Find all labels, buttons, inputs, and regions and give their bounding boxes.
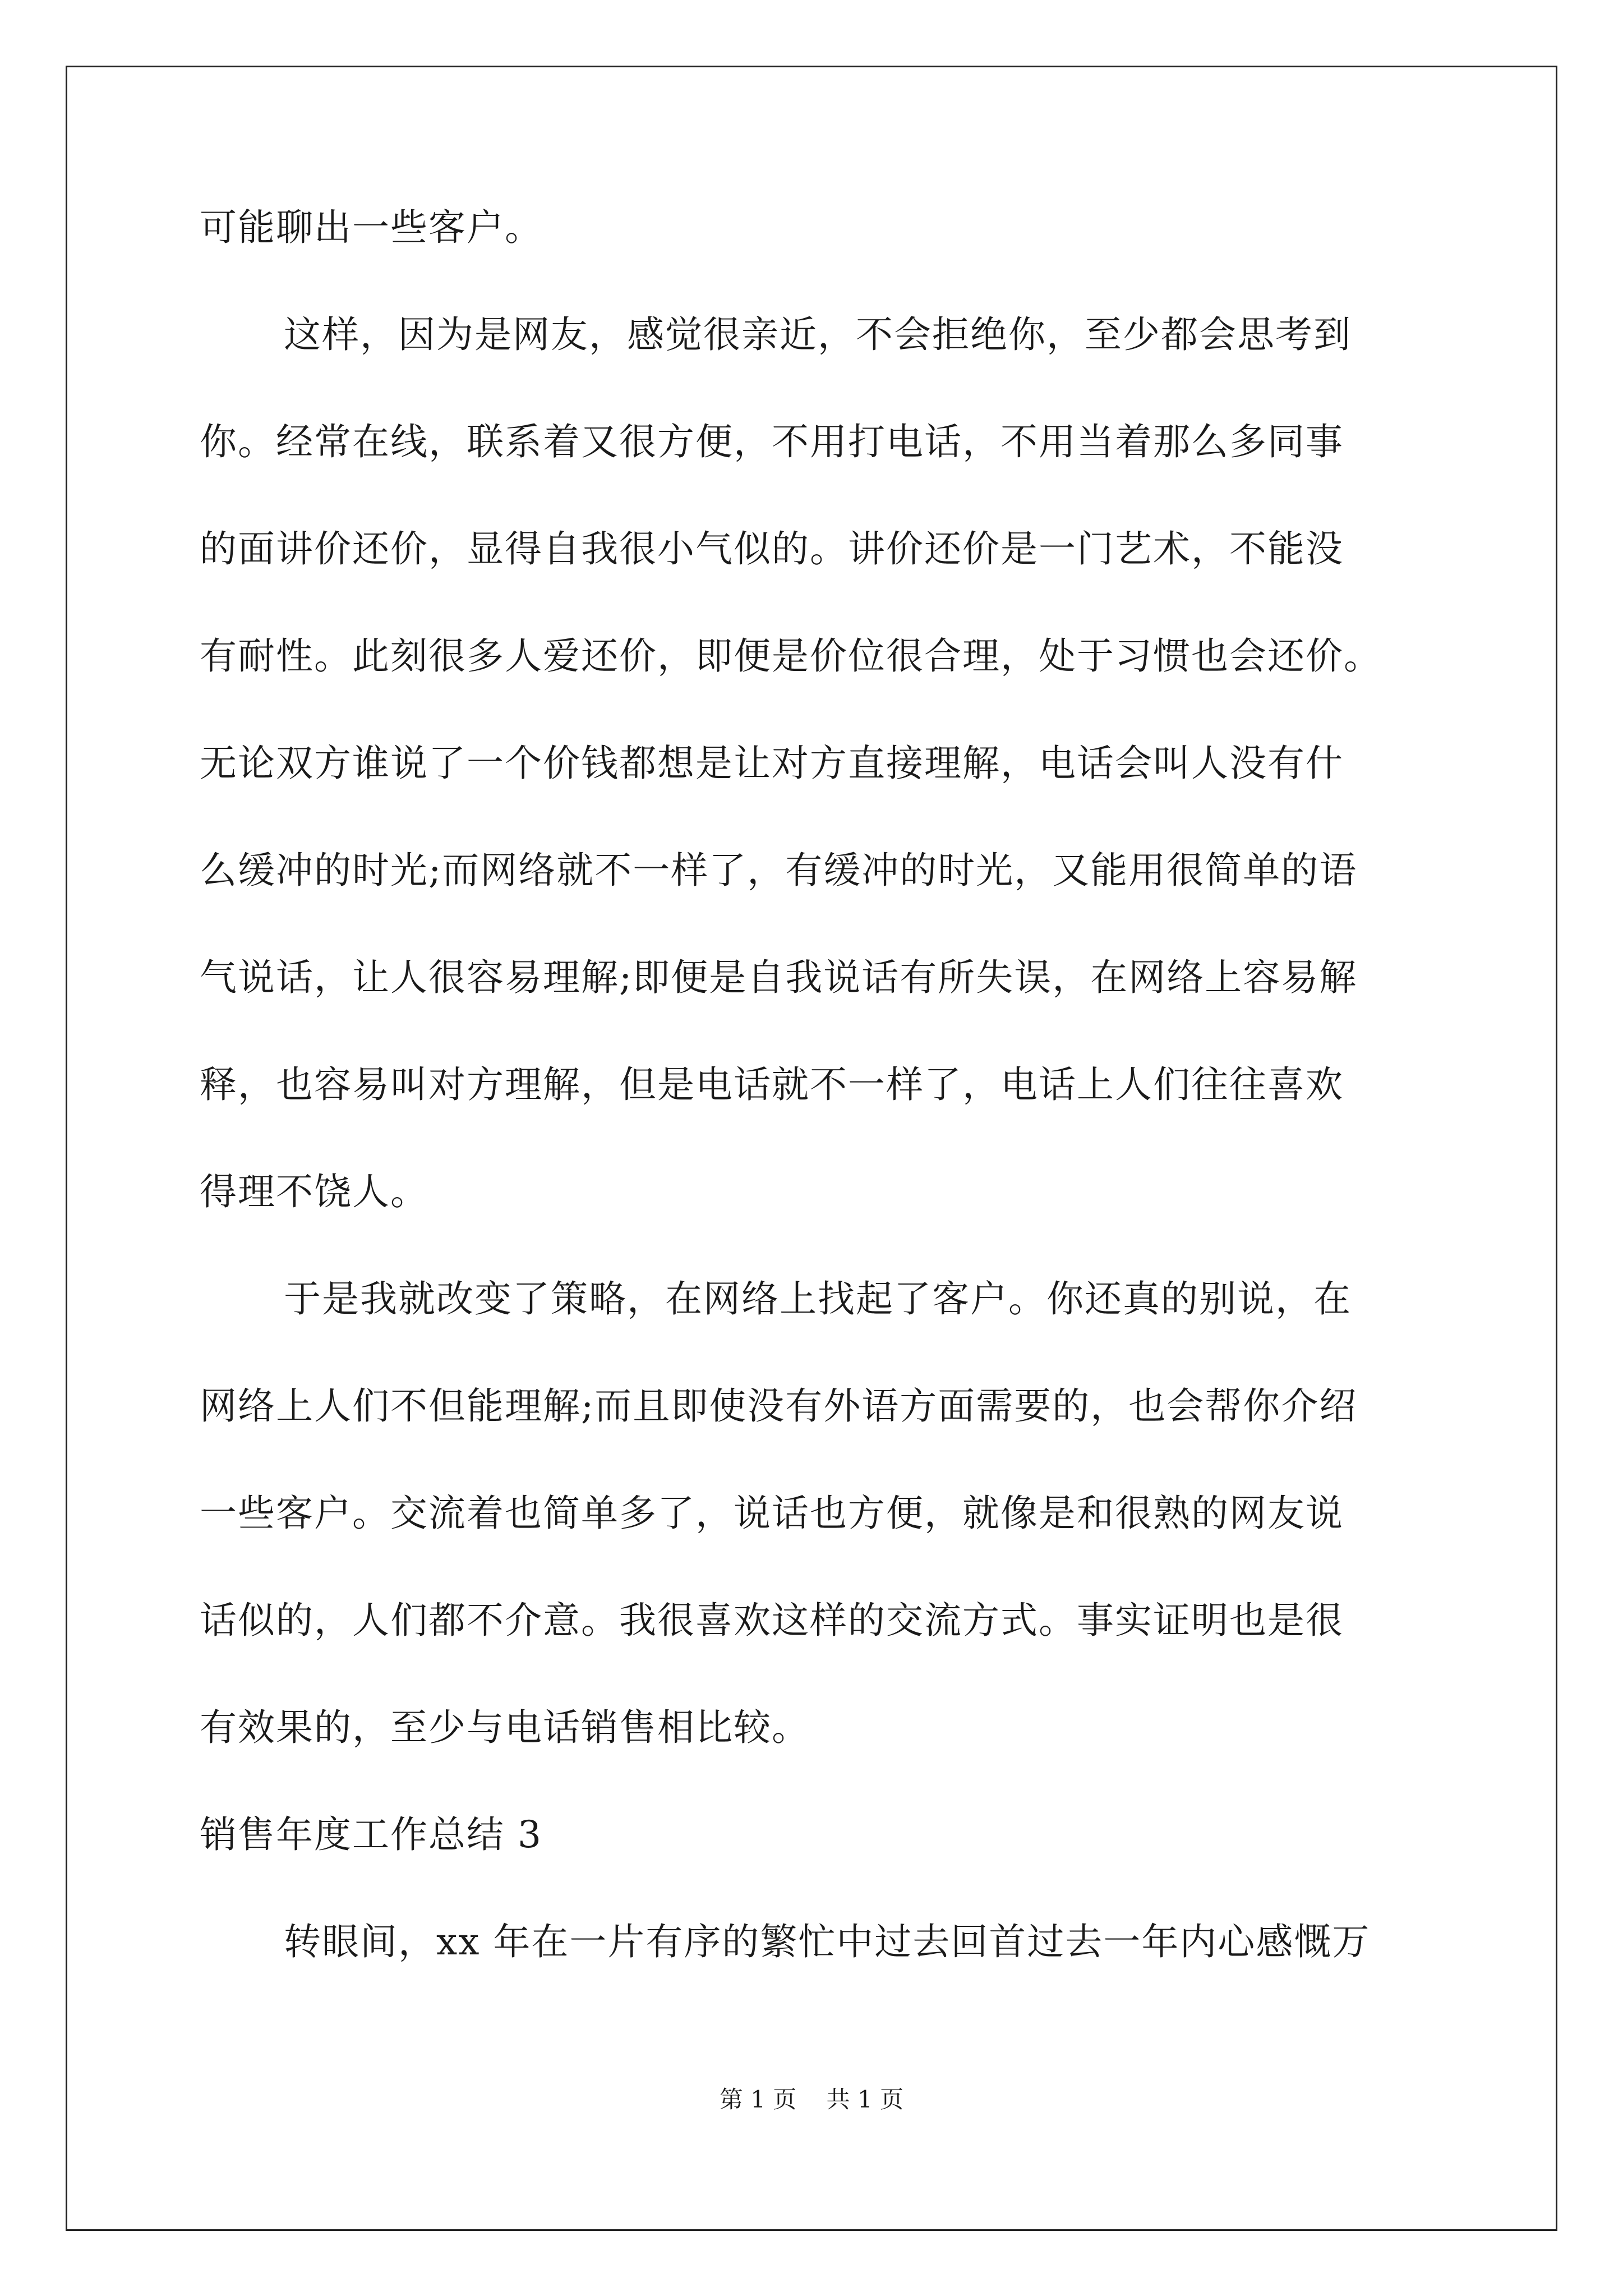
text-line: 无论双方谁说了一个价钱都想是让对方直接理解，电话会叫人没有什 <box>200 742 1344 785</box>
page-footer <box>0 2081 1623 2115</box>
text-line: 网络上人们不但能理解;而且即使没有外语方面需要的，也会帮你介绍 <box>200 1384 1358 1428</box>
text-line: 么缓冲的时光;而网络就不一样了，有缓冲的时光，又能用很简单的语 <box>200 849 1358 892</box>
text-line: 有耐性。此刻很多人爱还价，即便是价位很合理，处于习惯也会还价。 <box>200 634 1382 678</box>
text-line: 这样，因为是网友，感觉很亲近，不会拒绝你，至少都会思考到 <box>284 313 1352 356</box>
text-line: 话似的，人们都不介意。我很喜欢这样的交流方式。事实证明也是很 <box>200 1599 1344 1642</box>
text-line: 气说话，让人很容易理解;即便是自我说话有所失误，在网络上容易解 <box>200 956 1358 999</box>
section-heading: 销售年度工作总结 3 <box>200 1813 542 1856</box>
text-line: 可能聊出一些客户。 <box>200 206 543 249</box>
page-total: 共 1 页 <box>826 2086 904 2113</box>
page-number: 第 1 页 <box>719 2086 797 2113</box>
text-line: 释，也容易叫对方理解，但是电话就不一样了，电话上人们往往喜欢 <box>200 1063 1344 1106</box>
document-body <box>200 174 1433 1995</box>
text-line: 得理不饶人。 <box>200 1170 428 1213</box>
text-line: 的面讲价还价，显得自我很小气似的。讲价还价是一门艺术，不能没 <box>200 527 1344 570</box>
text-line: 你。经常在线，联系着又很方便，不用打电话，不用当着那么多同事 <box>200 420 1344 463</box>
text-line: 一些客户。交流着也简单多了，说话也方便，就像是和很熟的网友说 <box>200 1492 1344 1535</box>
text-line: 转眼间，xx 年在一片有序的繁忙中过去回首过去一年内心感慨万 <box>284 1920 1371 1963</box>
text-line: 于是我就改变了策略，在网络上找起了客户。你还真的别说，在 <box>284 1277 1352 1320</box>
text-line: 有效果的，至少与电话销售相比较。 <box>200 1706 810 1749</box>
